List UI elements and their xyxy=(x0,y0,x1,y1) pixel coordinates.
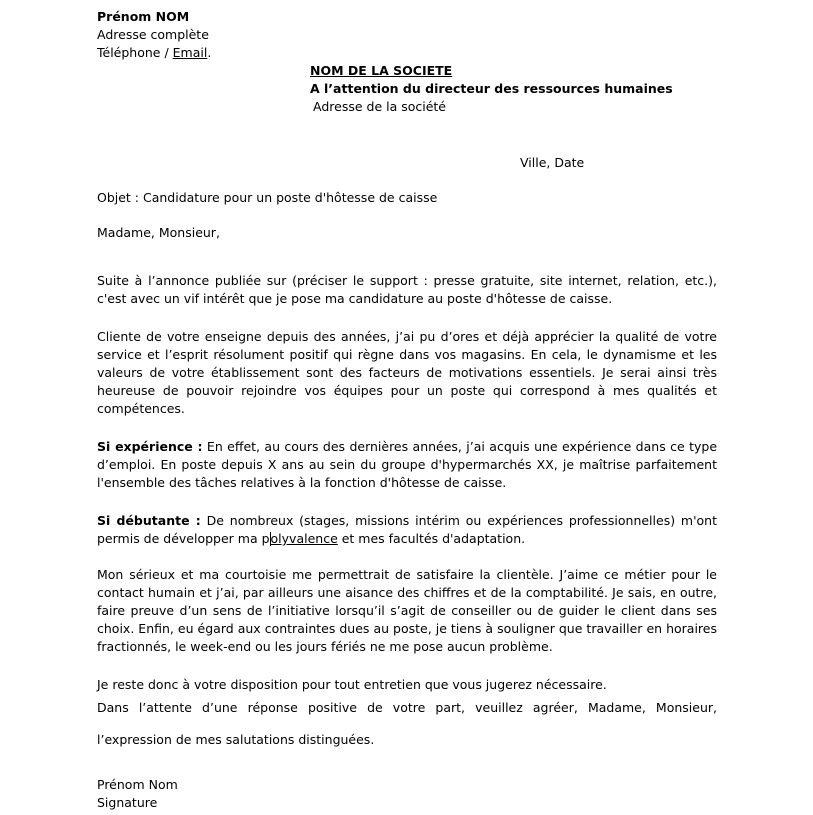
subject-line: Objet : Candidature pour un poste d'hôtesse de caisse xyxy=(97,190,438,205)
sender-contact xyxy=(97,44,717,62)
recipient-address: Adresse de la société xyxy=(313,99,447,114)
experience-label: Si expérience : xyxy=(97,439,203,454)
sender-contact-period: . xyxy=(207,45,212,60)
paragraph-salutations: l’expression de mes salutations distinguées. xyxy=(97,732,375,747)
salutation: Madame, Monsieur, xyxy=(97,225,220,240)
email-link[interactable]: Email xyxy=(172,45,208,60)
paragraph-closing-formula: Dans l’attente d’une réponse positive de votre part, veuillez agréer, Madame, Monsieur, xyxy=(97,700,717,715)
debutante-text-after: et mes facultés d'adaptation. xyxy=(337,531,526,546)
paragraph-intro: Suite à l’annonce publiée sur (préciser le support : presse gratuite, site internet, relation, etc.), c'est avec un vif intérêt que je pose ma candidature au poste d'hôtesse de caisse. xyxy=(97,273,717,306)
underlined-word: olyvalence xyxy=(270,531,338,546)
sender-block xyxy=(97,8,717,62)
paragraph-availability: Je reste donc à votre disposition pour tout entretien que vous jugerez nécessaire. xyxy=(97,677,607,692)
paragraph-debutante xyxy=(97,512,717,548)
closing-name: Prénom Nom xyxy=(97,777,178,792)
recipient-attention: A l’attention du directeur des ressources humaines xyxy=(310,81,673,96)
sender-address: Adresse complète xyxy=(97,27,209,42)
paragraph-experience xyxy=(97,438,717,492)
debutante-label: Si débutante : xyxy=(97,513,201,528)
experience-text: En effet, au cours des dernières années, j’ai acquis une expérience dans ce type d’emploi. En poste depuis X ans au sein du groupe d'hypermarchés XX, je maîtrise parfaitement l'ensemble des tâches relatives à la fonction d'hôtesse de caisse. xyxy=(97,439,718,490)
debutante-text-before: De nombreux (stages, missions intérim ou expériences professionnelles) m'ont permis de développer ma p xyxy=(97,513,718,546)
recipient-block xyxy=(310,62,717,116)
closing-signature: Signature xyxy=(97,795,158,810)
sender-name: Prénom NOM xyxy=(97,9,190,24)
city-date: Ville, Date xyxy=(520,155,585,170)
sender-phone-label: Téléphone / xyxy=(97,45,173,60)
paragraph-qualities: Mon sérieux et ma courtoisie me permettrait de satisfaire la clientèle. J’aime ce métier pour le contact humain et j’ai, par ailleurs une aisance des chiffres et de la comptabilité. Je sais, en outre, faire preuve d’un sens de l’initiative lorsqu’il s’agit de conseiller ou de guider le client dans ses choix. Enfin, eu égard aux contraintes dues au poste, je tiens à souligner que travailler en horaires fractionnés, le week-end ou les jours fériés ne me pose aucun problème. xyxy=(97,567,717,654)
recipient-company: NOM DE LA SOCIETE xyxy=(310,63,453,78)
paragraph-motivation: Cliente de votre enseigne depuis des années, j’ai pu d’ores et déjà apprécier la qualité de votre service et l’esprit résolument positif qui règne dans vos magasins. En cela, le dynamisme et les valeurs de votre établissement sont des facteurs de motivations essentiels. Je serai ainsi très heureuse de pouvoir rejoindre vos équipes pour un poste qui correspond à mes qualités et compétences. xyxy=(97,329,717,416)
closing-block xyxy=(97,776,717,812)
